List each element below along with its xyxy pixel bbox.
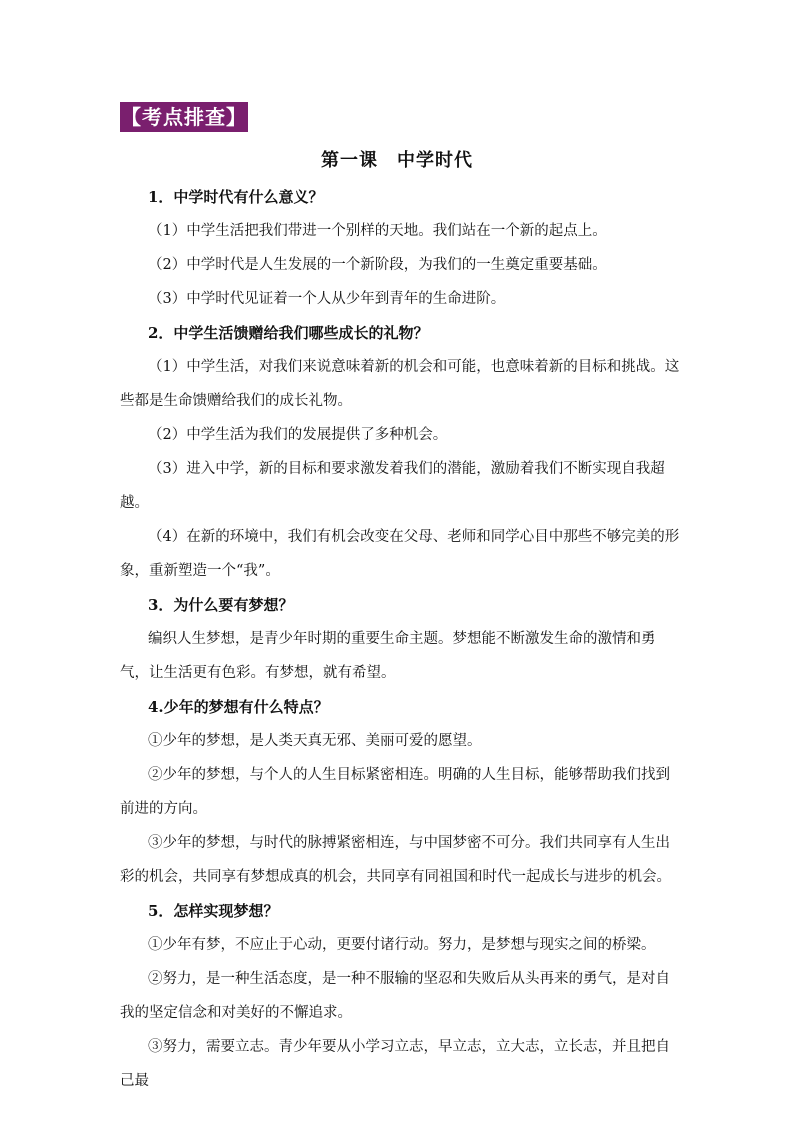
answer-paragraph: （1）中学生活，对我们来说意味着新的机会和可能，也意味着新的目标和挑战。这些都是生命馈赠给我们的成长礼物。 [120, 359, 680, 409]
question-heading: 4.少年的梦想有什么特点？ [148, 698, 329, 716]
question-heading: 3．为什么要有梦想？ [148, 596, 294, 614]
question-heading: 1．中学时代有什么意义？ [148, 188, 324, 206]
answer-paragraph: （3）中学时代见证着一个人从少年到青年的生命进阶。 [148, 291, 506, 307]
answer-paragraph: （4）在新的环境中，我们有机会改变在父母、老师和同学心目中那些不够完美的形象，重新塑造一个“我”。 [120, 529, 680, 579]
answer-paragraph: ②少年的梦想，与个人的人生目标紧密相连。明确的人生目标，能够帮助我们找到前进的方向。 [120, 767, 670, 817]
answer-paragraph: （3）进入中学，新的目标和要求激发着我们的潜能，激励着我们不断实现自我超越。 [120, 461, 665, 511]
content-body [120, 180, 680, 1098]
section-tag: 【考点排查】 [120, 102, 248, 132]
lesson-title: 第一课 中学时代 [321, 150, 473, 171]
answer-paragraph: （2）中学生活为我们的发展提供了多种机会。 [148, 427, 448, 443]
answer-paragraph: 编织人生梦想，是青少年时期的重要生命主题。梦想能不断激发生命的激情和勇气，让生活更有色彩。有梦想，就有希望。 [120, 631, 656, 681]
answer-paragraph: （1）中学生活把我们带进一个别样的天地。我们站在一个新的起点上。 [148, 223, 607, 239]
answer-paragraph: ①少年的梦想，是人类天真无邪、美丽可爱的愿望。 [148, 733, 482, 749]
answer-paragraph: ③少年的梦想，与时代的脉搏紧密相连，与中国梦密不可分。我们共同享有人生出彩的机会，共同享有梦想成真的机会，共同享有同祖国和时代一起成长与进步的机会。 [120, 835, 671, 885]
answer-paragraph: ①少年有梦，不应止于心动，更要付诸行动。努力，是梦想与现实之间的桥梁。 [148, 937, 656, 953]
answer-paragraph: （2）中学时代是人生发展的一个新阶段，为我们的一生奠定重要基础。 [148, 257, 607, 273]
answer-paragraph: ②努力，是一种生活态度，是一种不服输的坚忍和失败后从头再来的勇气，是对自我的坚定信念和对美好的不懈追求。 [120, 971, 670, 1021]
question-heading: 2．中学生活馈赠给我们哪些成长的礼物？ [148, 324, 429, 342]
answer-paragraph: ③努力，需要立志。青少年要从小学习立志，早立志，立大志，立长志，并且把自己最 [120, 1039, 670, 1089]
question-heading: 5．怎样实现梦想？ [148, 902, 279, 920]
